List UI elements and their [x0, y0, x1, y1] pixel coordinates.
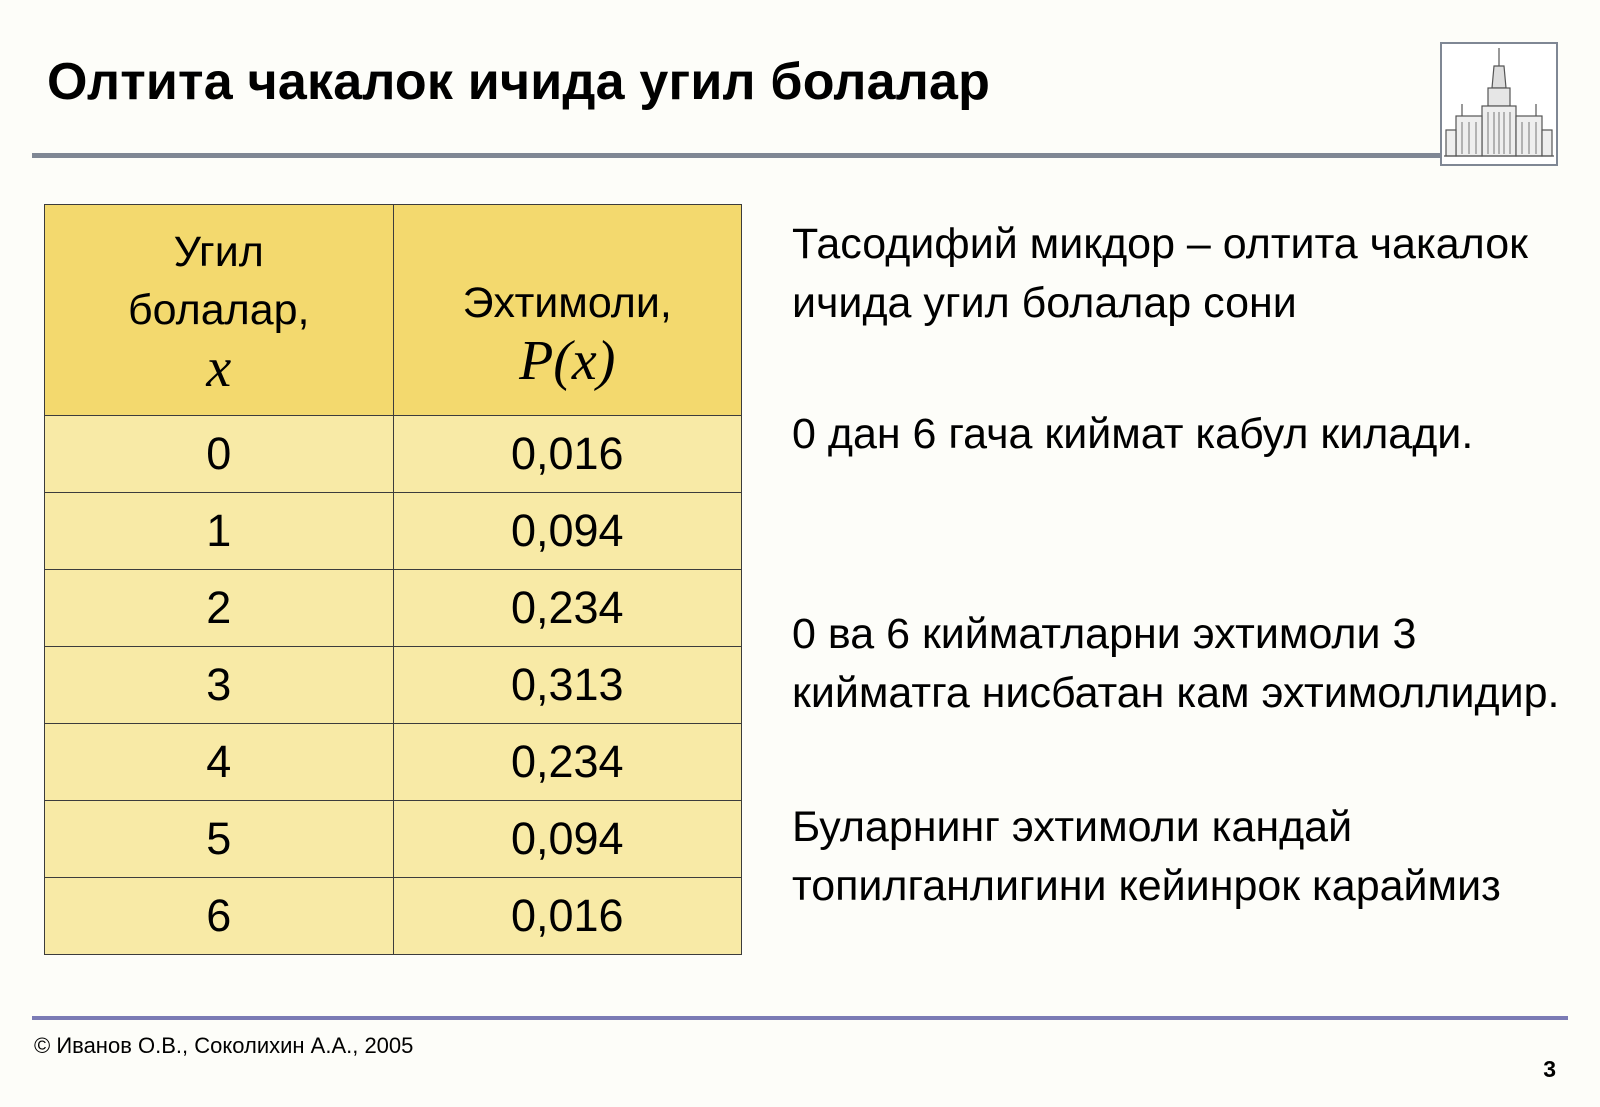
- table-row: [45, 416, 742, 493]
- copyright-footer: © Иванов О.В., Соколихин А.А., 2005: [34, 1033, 414, 1058]
- paragraph-value-range: 0 дан 6 гача киймат кабул килади.: [792, 410, 1474, 458]
- header-probability: [393, 205, 741, 416]
- footer-divider: [32, 1016, 1568, 1020]
- title-divider: [32, 153, 1440, 158]
- cell-x: 5: [45, 801, 394, 878]
- table-row: [45, 647, 742, 724]
- cell-probability: 0,234: [393, 724, 741, 801]
- cell-x: 0: [45, 416, 394, 493]
- cell-probability: 0,313: [393, 647, 741, 724]
- header-probability-label: Эхтимоли,: [462, 279, 672, 327]
- table-row: [45, 724, 742, 801]
- university-building-icon: [1440, 42, 1558, 166]
- cell-x: 4: [45, 724, 394, 801]
- cell-probability: 0,016: [393, 878, 741, 955]
- cell-x: 2: [45, 570, 394, 647]
- cell-probability: 0,094: [393, 493, 741, 570]
- cell-probability: 0,094: [393, 801, 741, 878]
- paragraph-later-note: Буларнинг эхтимоли кандай топилганлигини кейинрок караймиз: [792, 803, 1501, 910]
- header-boys-label: Угил болалар,: [128, 228, 310, 334]
- probability-table: [44, 204, 742, 955]
- cell-probability: 0,234: [393, 570, 741, 647]
- cell-x: 3: [45, 647, 394, 724]
- paragraph-random-variable: Тасодифий микдор – олтита чакалок ичида угил болалар сони: [792, 220, 1528, 327]
- page-number: 3: [1543, 1056, 1556, 1082]
- slide-title: Олтита чакалок ичида угил болалар: [47, 53, 991, 111]
- table-row: [45, 801, 742, 878]
- table-header-row: [45, 205, 742, 416]
- cell-probability: 0,016: [393, 416, 741, 493]
- table-row: [45, 570, 742, 647]
- header-x-variable: x: [206, 337, 232, 399]
- header-boys-count: [45, 205, 394, 416]
- paragraph-probability-compare: 0 ва 6 кийматларни эхтимоли 3 кийматга нисбатан кам эхтимоллидир.: [792, 610, 1560, 717]
- table-row: [45, 493, 742, 570]
- table-row: [45, 878, 742, 955]
- cell-x: 1: [45, 493, 394, 570]
- cell-x: 6: [45, 878, 394, 955]
- header-px-variable: P(x): [519, 330, 616, 392]
